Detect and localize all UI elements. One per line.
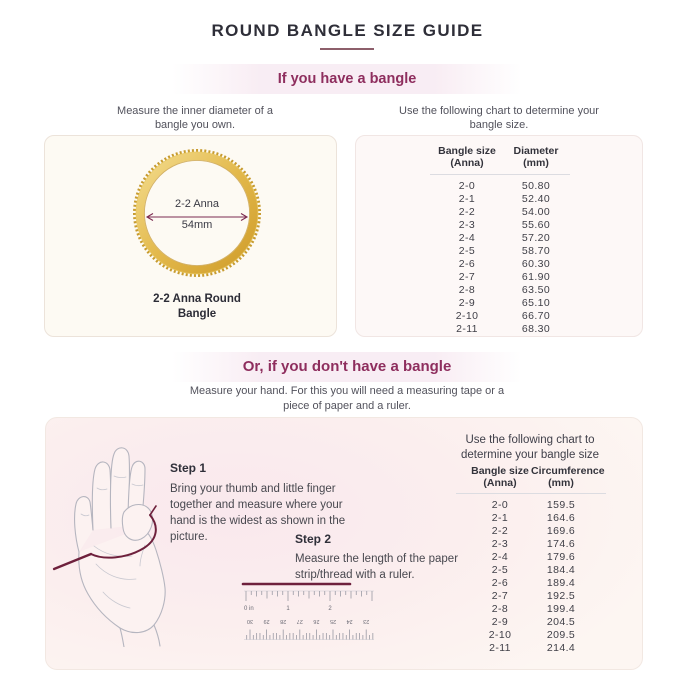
- table-cell: 159.5: [546, 499, 576, 511]
- table-row: [432, 219, 570, 232]
- title-underline-decoration: [320, 48, 374, 50]
- diameter-table-header: [432, 146, 570, 169]
- gold-bangle-icon: [130, 146, 264, 280]
- column-header-bangle-size: Bangle size (Anna): [438, 145, 496, 169]
- table-row: [432, 323, 570, 336]
- measure-hand-instruction: Measure your hand. For this you will need a measuring tape or a piece of paper and a ruler.: [189, 385, 505, 412]
- table-row: [469, 564, 591, 577]
- measure-diameter-instruction: Measure the inner diameter of a bangle you own.: [117, 105, 273, 131]
- table-row: [469, 499, 591, 512]
- table-divider: [456, 493, 606, 494]
- table-row: [432, 310, 570, 323]
- table-cell: 184.4: [546, 564, 576, 576]
- svg-text:29: 29: [263, 618, 270, 624]
- table-cell: 57.20: [521, 232, 551, 244]
- table-row: [432, 193, 570, 206]
- ruler-illustration-icon: [240, 576, 385, 644]
- svg-text:1: 1: [286, 606, 290, 612]
- table-row: [432, 271, 570, 284]
- table-cell: 189.4: [546, 577, 576, 589]
- table-cell: 58.70: [521, 245, 551, 257]
- table-cell: 2-4: [491, 551, 509, 563]
- table-row: [432, 245, 570, 258]
- table-cell: 61.90: [521, 271, 551, 283]
- step1-title: Step 1: [170, 461, 207, 475]
- table-cell: 55.60: [521, 219, 551, 231]
- table-cell: 174.6: [546, 538, 576, 550]
- table-cell: 2-0: [491, 499, 509, 511]
- circumference-table-body: [469, 499, 591, 655]
- table-cell: 60.30: [521, 258, 551, 270]
- table-cell: 63.50: [521, 284, 551, 296]
- table-cell: 2-8: [458, 284, 476, 296]
- svg-text:28: 28: [280, 618, 287, 624]
- table-row: [469, 603, 591, 616]
- diameter-chart-instruction: Use the following chart to determine your bangle size.: [399, 105, 599, 131]
- table-cell: 2-9: [491, 616, 509, 628]
- table-row: [469, 538, 591, 551]
- svg-text:25: 25: [329, 618, 337, 624]
- table-cell: 204.5: [546, 616, 576, 628]
- column-header-bangle-size: Bangle size (Anna): [471, 465, 529, 489]
- table-row: [432, 258, 570, 271]
- section-heading-no-bangle: Or, if you don't have a bangle: [172, 352, 522, 382]
- table-cell: 2-2: [458, 206, 476, 218]
- page-title: ROUND BANGLE SIZE GUIDE: [211, 21, 484, 40]
- column-header-circumference: Circumference (mm): [531, 465, 605, 489]
- table-cell: 169.6: [546, 525, 576, 537]
- table-cell: 199.4: [546, 603, 576, 615]
- table-cell: 2-1: [458, 193, 476, 205]
- table-cell: 2-11: [456, 323, 478, 335]
- table-cell: 2-6: [458, 258, 476, 270]
- svg-text:0 in: 0 in: [244, 606, 254, 612]
- svg-text:24: 24: [346, 618, 353, 624]
- table-cell: 68.30: [521, 323, 551, 335]
- table-cell: 192.5: [546, 590, 576, 602]
- circumference-chart-instruction: Use the following chart to determine your bangle size: [460, 434, 600, 461]
- table-cell: 164.6: [546, 512, 576, 524]
- table-row: [432, 297, 570, 310]
- bangle-diameter-mm-label: 54mm: [181, 219, 213, 231]
- table-row: [469, 512, 591, 525]
- table-cell: 2-7: [491, 590, 509, 602]
- table-cell: 2-5: [458, 245, 476, 257]
- table-row: [469, 525, 591, 538]
- section-heading-have-bangle: If you have a bangle: [172, 64, 522, 94]
- table-cell: 2-9: [458, 297, 476, 309]
- table-cell: 179.6: [546, 551, 576, 563]
- table-cell: 54.00: [521, 206, 551, 218]
- table-cell: 2-4: [458, 232, 476, 244]
- table-row: [469, 642, 591, 655]
- circumference-table-header: [469, 465, 605, 489]
- table-cell: 2-10: [488, 629, 512, 641]
- table-row: [432, 206, 570, 219]
- table-cell: 50.80: [521, 180, 551, 192]
- step2-text: Measure the length of the paper strip/thread with a ruler.: [295, 553, 459, 581]
- hand-illustration-icon: [48, 442, 183, 647]
- svg-text:30: 30: [246, 618, 254, 624]
- table-row: [469, 629, 591, 642]
- table-cell: 2-0: [458, 180, 476, 192]
- svg-text:27: 27: [296, 618, 303, 624]
- table-divider: [430, 174, 570, 175]
- step2-title: Step 2: [295, 532, 332, 546]
- bangle-diameter-anna-label: 2-2 Anna: [174, 198, 220, 210]
- column-header-diameter: Diameter (mm): [513, 145, 559, 169]
- table-cell: 2-2: [491, 525, 509, 537]
- table-row: [469, 577, 591, 590]
- table-cell: 2-8: [491, 603, 509, 615]
- table-row: [432, 284, 570, 297]
- table-cell: 2-11: [489, 642, 511, 654]
- svg-text:23: 23: [363, 618, 370, 624]
- table-cell: 2-7: [458, 271, 476, 283]
- table-cell: 214.4: [546, 642, 576, 654]
- svg-text:26: 26: [313, 618, 320, 624]
- table-cell: 2-5: [491, 564, 509, 576]
- table-row: [469, 616, 591, 629]
- table-row: [469, 590, 591, 603]
- table-cell: 65.10: [521, 297, 551, 309]
- table-cell: 2-1: [491, 512, 509, 524]
- table-row: [432, 232, 570, 245]
- table-cell: 2-6: [491, 577, 509, 589]
- table-cell: 2-3: [458, 219, 476, 231]
- step1-text: Bring your thumb and little finger together and measure where your hand is the widest as shown in the picture.: [170, 483, 346, 543]
- table-cell: 66.70: [521, 310, 551, 322]
- table-cell: 209.5: [546, 629, 576, 641]
- bangle-caption: 2-2 Anna Round Bangle: [153, 293, 241, 320]
- table-cell: 2-10: [455, 310, 479, 322]
- table-row: [432, 180, 570, 193]
- table-row: [469, 551, 591, 564]
- table-cell: 2-3: [491, 538, 509, 550]
- svg-text:2: 2: [328, 606, 332, 612]
- table-cell: 52.40: [521, 193, 551, 205]
- diameter-table-body: [432, 180, 570, 336]
